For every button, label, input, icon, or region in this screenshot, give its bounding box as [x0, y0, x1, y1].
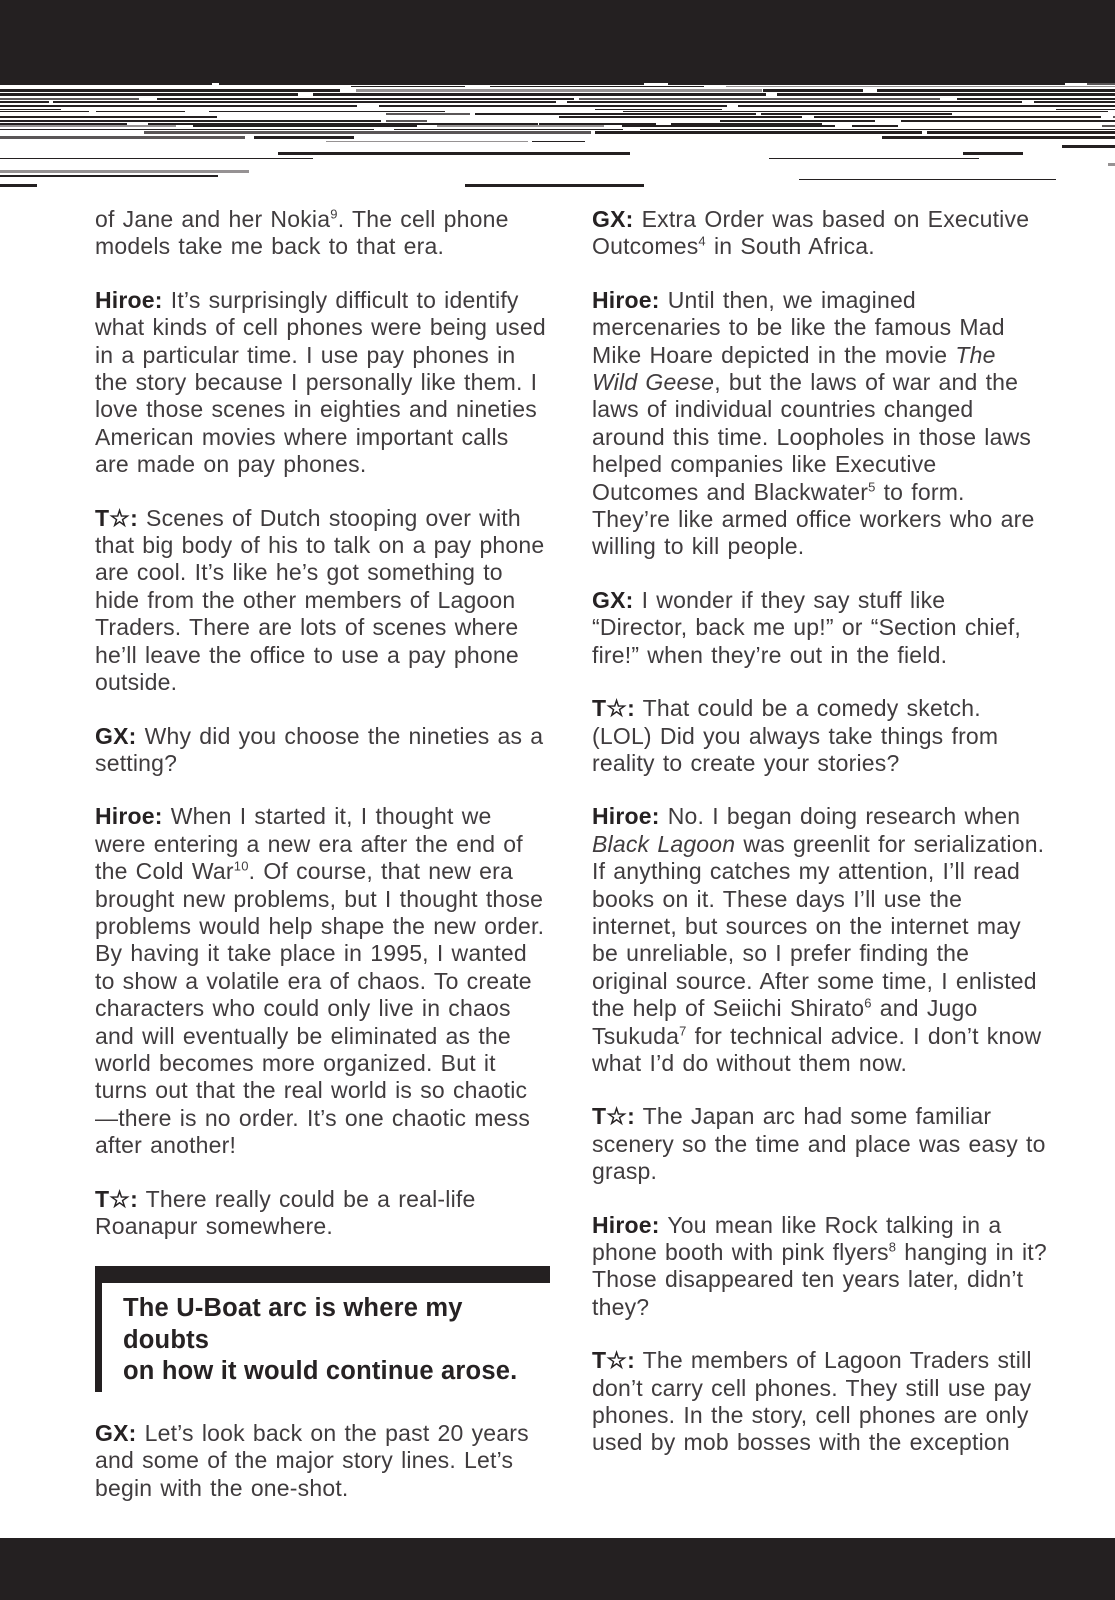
paragraph: T☆: There really could be a real-life Roanapur somewhere. — [95, 1185, 476, 1239]
footnote-reference: 9 — [330, 206, 338, 222]
speaker-label: GX: — [95, 722, 137, 749]
italic-title: Black Lagoon — [592, 830, 736, 857]
footnote-reference: 10 — [233, 858, 249, 874]
footnote-reference: 4 — [698, 233, 706, 249]
pull-quote-top-bar — [95, 1266, 550, 1283]
paragraph: T☆: The members of Lagoon Traders still don’t carry cell phones. They still use pay phones. In the story, cell phones are only used by mob bosses with the exception — [592, 1347, 1032, 1456]
paragraph: T☆: Scenes of Dutch stooping over with that big body of his to talk on a pay phone are cool. It’s like he’s got something to hide from the other members of Lagoon Traders. There are lots of scenes where he’ll leave the office to use a pay phone outside. — [95, 504, 545, 696]
speaker-label: T☆: — [592, 1103, 635, 1130]
paragraph: Hiroe: Until then, we imagined mercenaries to be like the famous Mad Mike Hoare depicted in the movie The Wild Geese, but the laws of war and the laws of individual countries changed around this time. Loopholes in those laws helped companies like Executive Outcomes and Blackwater$^5$ to form. They’re like armed office workers who are willing to kill people. — [592, 286, 1035, 560]
paragraph: Hiroe: No. I began doing research when Black Lagoon was greenlit for serialization. If anything catches my attention, I’ll read books on it. These days I’ll use the internet, but sources on the internet may be unreliable, so I prefer finding the original source. After some time, I enlisted the help of Seiichi Shirato$^6$ and Jugo Tsukuda$^7$ for technical advice. I don’t know what I’d do without them now. — [592, 803, 1045, 1076]
speaker-label: T☆: — [592, 1347, 635, 1374]
paragraph: Hiroe: It’s surprisingly difficult to identify what kinds of cell phones were being used in a particular time. I use pay phones in the story because I personally like them. I love those scenes in eighties and nineties American movies where important calls are made on pay phones. — [95, 286, 546, 478]
two-column-text — [95, 206, 1047, 1528]
speaker-label: GX: — [95, 1419, 137, 1446]
top-black-bar — [0, 0, 1115, 83]
speaker-label: GX: — [592, 586, 634, 613]
pull-quote — [95, 1266, 550, 1392]
column-left — [95, 206, 550, 1528]
paragraph: Hiroe: When I started it, I thought we were entering a new era after the end of the Cold War$^{10}$. Of course, that new era brought new problems, but I thought those problems would help shape the new order. By having it take place in 1995, I wanted to show a volatile era of chaos. To create characters who could only live in chaos and will eventually be eliminated as the world becomes more organized. But it turns out that the real world is so chaotic—there is no order. It’s one chaotic mess after another! — [95, 803, 545, 1159]
speaker-label: GX: — [592, 206, 634, 232]
footnote-reference: 5 — [868, 479, 876, 494]
paragraph: GX: Let’s look back on the past 20 years and some of the major story lines. Let’s begin with the one-shot. — [95, 1419, 529, 1501]
footnote-reference: 7 — [679, 1022, 687, 1038]
speaker-label: Hiroe: — [592, 803, 660, 830]
speaker-label: T☆: — [95, 504, 138, 531]
paragraph: T☆: That could be a comedy sketch. (LOL) Did you always take things from reality to create your stories? — [592, 695, 999, 776]
speaker-label: Hiroe: — [592, 1211, 660, 1238]
footnote-reference: 6 — [864, 995, 872, 1011]
bottom-black-bar — [0, 1538, 1115, 1600]
footnote-reference: 8 — [888, 1239, 897, 1255]
speaker-label: T☆: — [592, 695, 635, 722]
paragraph: GX: Extra Order was based on Executive Outcomes$^4$ in South Africa. — [592, 206, 1030, 260]
speaker-label: Hiroe: — [95, 803, 163, 830]
glitch-static-band — [0, 83, 1115, 195]
speaker-label: Hiroe: — [95, 286, 163, 313]
column-right — [592, 206, 1047, 1528]
pull-quote-text: The U-Boat arc is where my doubts on how it would continue arose. — [95, 1283, 550, 1392]
paragraph: GX: I wonder if they say stuff like “Director, back me up!” or “Section chief, fire!” when they’re out in the field. — [592, 586, 1021, 668]
italic-title: The Wild Geese — [592, 341, 996, 396]
speaker-label: T☆: — [95, 1185, 138, 1212]
paragraph: T☆: The Japan arc had some familiar scenery so the time and place was easy to grasp. — [592, 1103, 1046, 1185]
paragraph: Hiroe: You mean like Rock talking in a phone booth with pink flyers$^8$ hanging in it? Those disappeared ten years later, didn’t they? — [592, 1211, 1047, 1320]
paragraph: of Jane and her Nokia$^9$. The cell phone models take me back to that era. — [95, 206, 509, 260]
paragraph: GX: Why did you choose the nineties as a setting? — [95, 722, 544, 776]
speaker-label: Hiroe: — [592, 286, 660, 313]
